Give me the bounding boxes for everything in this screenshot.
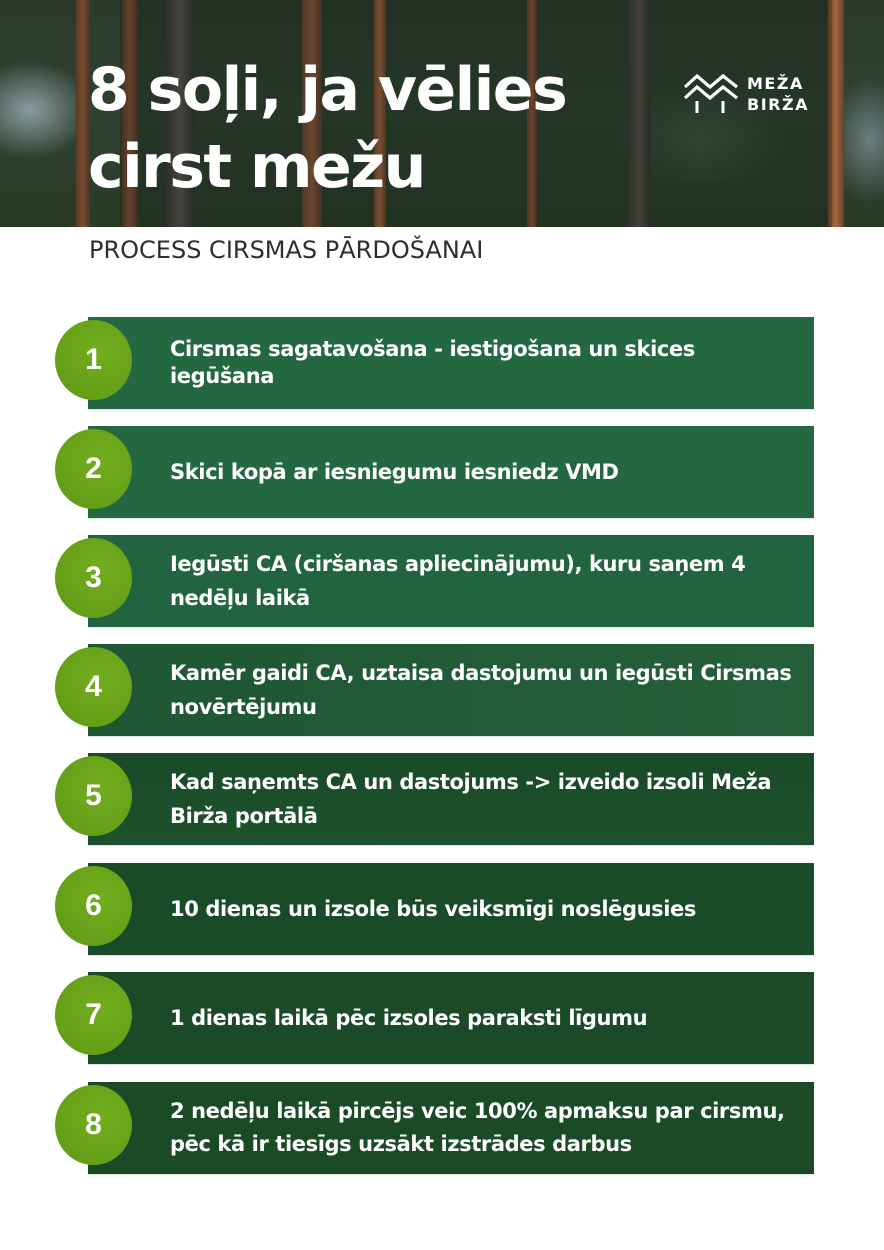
step-number-badge: [55, 866, 132, 946]
title-line-1: 8 soļi, ja vēlies: [88, 55, 567, 125]
step-text: [170, 535, 800, 627]
step-text-label: 1 dienas laikā pēc izsoles paraksti līgumu: [170, 1006, 648, 1030]
step-item: [0, 644, 884, 736]
step-text: [170, 1082, 800, 1174]
step-number-badge: [55, 975, 132, 1055]
step-number-badge: [55, 538, 132, 618]
step-item: [0, 863, 884, 955]
step-number: 1: [85, 343, 102, 376]
step-number-badge: [55, 647, 132, 727]
step-item: [0, 972, 884, 1064]
logo-text-line-1: MEŽA: [747, 74, 804, 93]
step-number: 8: [85, 1108, 102, 1141]
step-text-label: 10 dienas un izsole būs veiksmīgi noslēgusies: [170, 897, 697, 921]
step-number-badge: [55, 320, 132, 400]
title-line-2: cirst mežu: [88, 132, 425, 202]
step-text: [170, 644, 800, 736]
logo-wordmark: [747, 73, 809, 115]
step-number: 2: [85, 452, 102, 485]
step-text-label: Iegūsti CA (ciršanas apliecinājumu), kuru saņem 4 nedēļu laikā: [170, 552, 746, 610]
step-item: [0, 1082, 884, 1174]
step-text: [170, 317, 800, 409]
step-number-badge: [55, 756, 132, 836]
step-number: 6: [85, 889, 102, 922]
step-text-label: Kamēr gaidi CA, uztaisa dastojumu un iegūsti Cirsmas novērtējumu: [170, 661, 792, 719]
step-text-label: Cirsmas sagatavošana - iestigošana un skices iegūšana: [170, 337, 695, 388]
step-text: [170, 426, 800, 518]
step-text-label: Kad saņemts CA un dastojums -> izveido izsoli Meža Birža portālā: [170, 770, 772, 828]
step-text-label: Skici kopā ar iesniegumu iesniedz VMD: [170, 460, 619, 484]
step-text: [170, 972, 800, 1064]
hero-forest-photo: [0, 0, 884, 227]
step-number: 4: [85, 670, 102, 703]
step-number: 3: [85, 561, 102, 594]
step-item: [0, 753, 884, 845]
meza-birza-logo: [683, 73, 813, 117]
step-item: [0, 426, 884, 518]
step-item: [0, 317, 884, 409]
step-number: 7: [85, 998, 102, 1031]
page-title: [88, 52, 668, 206]
step-number-badge: [55, 1085, 132, 1165]
mountain-trees-logo-icon: [683, 73, 739, 115]
step-text: [170, 863, 800, 955]
step-text: [170, 753, 800, 845]
step-number: 5: [85, 779, 102, 812]
step-item: [0, 535, 884, 627]
logo-text-line-2: BIRŽA: [747, 95, 809, 114]
section-subtitle: PROCESS CIRSMAS PĀRDOŠANAI: [89, 236, 484, 264]
step-number-badge: [55, 429, 132, 509]
step-text-label: 2 nedēļu laikā pircējs veic 100% apmaksu par cirsmu, pēc kā ir tiesīgs uzsākt izstrādes darbus: [170, 1099, 785, 1156]
